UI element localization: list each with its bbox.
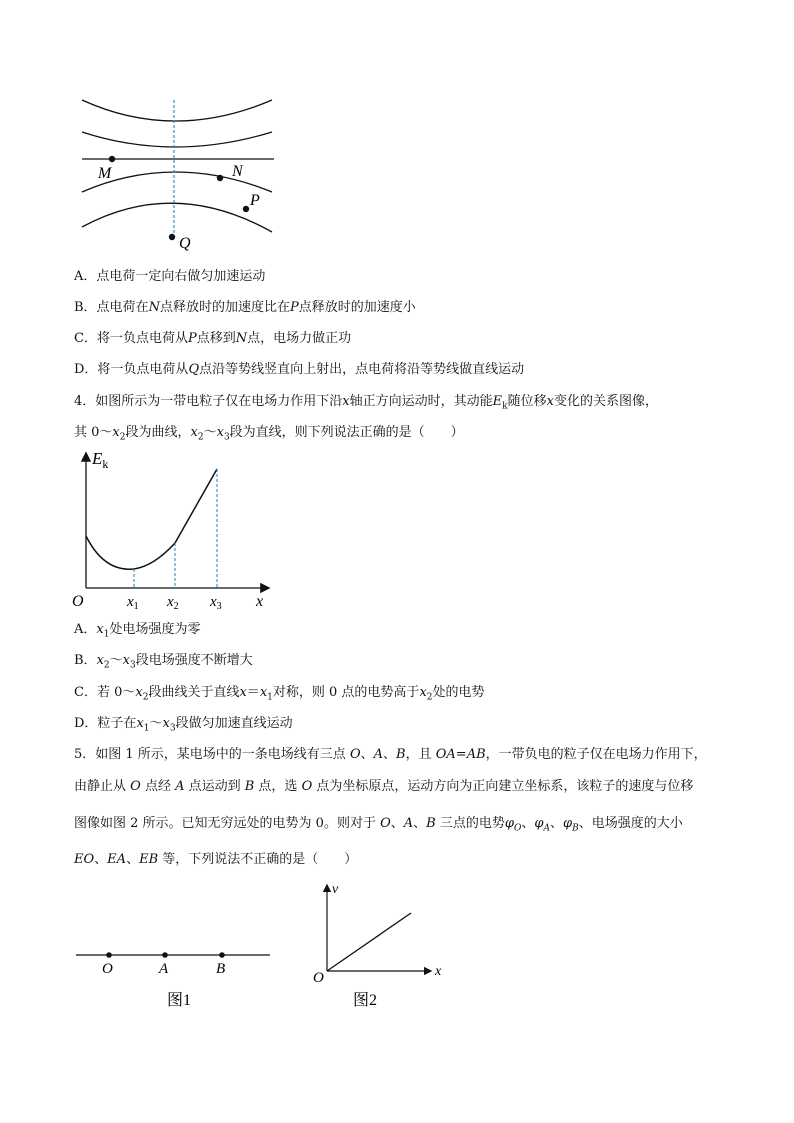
- q4-stem-line2: 其 $0\sim x_2$段为曲线，$x_2\sim x_3$段为直线，则下列说法正确的是（ ）: [74, 425, 464, 443]
- label-M: M: [98, 165, 112, 182]
- point-P: [243, 206, 249, 212]
- point-N: [217, 175, 223, 181]
- q5-figure1: [72, 935, 277, 1015]
- x-axis-label: x: [256, 593, 264, 610]
- tick-label-x3: $x_3$: [210, 594, 222, 612]
- ek-curve: [86, 469, 217, 569]
- label-B: B: [216, 961, 226, 977]
- point-B: [219, 952, 225, 958]
- q4-option-b: B．$x_2\sim x_3$段电场强度不断增大: [74, 653, 253, 671]
- v-axis-label: v: [332, 882, 339, 897]
- q3-option-d: D．将一负点电荷从Q点沿等势线竖直向上射出，点电荷将沿等势线做直线运动: [74, 362, 525, 377]
- equipotential-curve-upper: [82, 132, 272, 147]
- label-Q: Q: [179, 235, 191, 252]
- q3-option-b: B．点电荷在N点释放时的加速度比在P点释放时的加速度小: [74, 300, 416, 315]
- v-x-line: [327, 913, 411, 971]
- point-O: [106, 952, 112, 958]
- label-A: A: [159, 961, 169, 977]
- q4-option-c: C．若 $0\sim x_2$段曲线关于直线$x=x_1$对称，则 0 点的电势高于$x_2$处的电势: [74, 685, 485, 703]
- equipotential-curve-top: [82, 100, 272, 121]
- q5-stem-line2: 由静止从 O 点经 A 点运动到 B 点，选 O 点为坐标原点，运动方向为正向建立坐标系，该粒子的速度与位移: [74, 779, 694, 794]
- q5-figure2: [305, 878, 455, 1018]
- q5-stem-line3: 图像如图 2 所示。已知无穷远处的电势为 0。则对于 O、A、B 三点的电势$\varphi_O$、$\varphi_A$、$\varphi_B$、电场强度的大小: [74, 816, 683, 834]
- q5-stem-line4: EO、EA、EB 等，下列说法不正确的是（ ）: [74, 852, 358, 867]
- label-N: N: [232, 163, 243, 180]
- origin-label: O: [313, 970, 324, 986]
- q4-option-a: A．$x_1$处电场强度为零: [74, 622, 201, 640]
- point-A: [162, 952, 168, 958]
- label-P: P: [250, 192, 260, 209]
- ek-x-graph: [70, 448, 280, 613]
- origin-label: O: [72, 593, 84, 610]
- label-O: O: [102, 961, 113, 977]
- equipotential-figure: [74, 92, 284, 257]
- q3-option-a: A．点电荷一定向右做匀加速运动: [74, 269, 266, 284]
- tick-label-x2: $x_2$: [167, 594, 179, 612]
- tick-label-x1: $x_1$: [127, 594, 139, 612]
- q4-option-d: D．粒子在$x_1\sim x_3$段做匀加速直线运动: [74, 716, 293, 734]
- figure1-caption: 图1: [167, 992, 192, 1009]
- point-M: [109, 156, 115, 162]
- q4-stem-line1: 4．如图所示为一带电粒子仅在电场力作用下沿x轴正方向运动时，其动能$E_k$随位移x变化的关系图像，: [74, 394, 658, 412]
- y-axis-label: $E_k$: [92, 449, 109, 471]
- point-Q: [169, 234, 175, 240]
- figure2-caption: 图2: [353, 992, 378, 1009]
- x-axis-label: x: [435, 964, 442, 979]
- q3-option-c: C．将一负点电荷从P点移到N点，电场力做正功: [74, 331, 352, 346]
- q5-stem-line1: 5．如图 1 所示，某电场中的一条电场线有三点 O、A、B，且 OA=AB，一带负电的粒子仅在电场力作用下，: [74, 747, 707, 762]
